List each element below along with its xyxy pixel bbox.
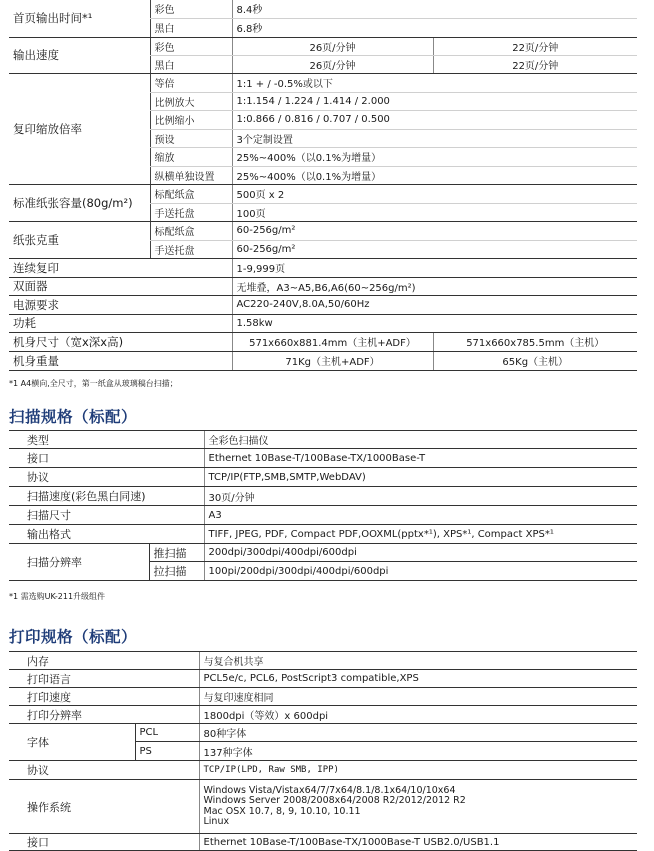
scan-label: 接口 [9, 449, 204, 468]
sub-label: 等倍 [150, 73, 232, 92]
spec-value: 571x660x881.4mm（主机+ADF） [232, 332, 433, 351]
dimensions-row [9, 332, 637, 351]
spec-value: 8.4秒 [232, 0, 637, 18]
consumption-row [9, 314, 637, 332]
machine-weight-row [9, 351, 637, 370]
spec-value: Ethernet 10Base-T/100Base-TX/1000Base-T [204, 449, 637, 468]
spec-value: 无堆叠，A3~A5,B6,A6(60~256g/m²) [232, 277, 637, 295]
sub-label: 手送托盘 [150, 240, 232, 258]
sub-label: 彩色 [150, 0, 232, 18]
scan-label: 输出格式 [9, 525, 204, 544]
protocol-label: 协议 [9, 761, 199, 780]
sub-label: 标配纸盒 [150, 221, 232, 240]
os-row [9, 780, 637, 834]
scan-label: 扫描速度(彩色黑白同速) [9, 487, 204, 506]
spec-value: 571x660x785.5mm（主机） [433, 332, 637, 351]
continuous-label: 连续复印 [9, 258, 232, 277]
sub-label: 比例放大 [150, 92, 232, 110]
sub-label: 推扫描 [149, 544, 204, 562]
zoom-row [9, 73, 637, 92]
spec-value: AC220-240V,8.0A,50/60Hz [232, 295, 637, 314]
sub-label: 黑白 [150, 55, 232, 73]
os-line: Windows Server 2008/2008x64/2008 R2/2012/2012 R2 [203, 795, 466, 806]
scan-label: 协议 [9, 468, 204, 487]
scan-label: 扫描尺寸 [9, 506, 204, 525]
sub-label: 手送托盘 [150, 203, 232, 221]
spec-value: 25%~400%（以0.1%为增量） [232, 147, 637, 166]
font-row [9, 724, 637, 742]
spec-value: 6.8秒 [232, 18, 637, 37]
scan-spec-table [9, 430, 637, 581]
spec-value: TCP/IP(LPD, Raw SMB, IPP) [199, 761, 637, 780]
spec-value: 80种字体 [199, 724, 637, 742]
interface-row [9, 834, 637, 851]
sub-label: PS [135, 742, 199, 761]
sub-label: 标配纸盒 [150, 184, 232, 203]
spec-value: 26页/分钟 [232, 55, 433, 73]
spec-value: PCL5e/c, PCL6, PostScript3 compatible,XPS [199, 670, 637, 688]
spec-value: 500页 x 2 [232, 184, 637, 203]
print-label: 打印语言 [9, 670, 199, 688]
output-speed-label: 输出速度 [9, 37, 150, 73]
spec-value: 22页/分钟 [433, 55, 637, 73]
spec-value: 与复合机共享 [199, 652, 637, 670]
spec-value: 65Kg（主机） [433, 351, 637, 370]
print-row [9, 652, 637, 670]
scan-label: 类型 [9, 431, 204, 449]
print-section-title: 打印规格（标配） [9, 628, 138, 646]
spec-value: 1800dpi（等效）x 600dpi [199, 706, 637, 724]
os-list [199, 780, 637, 834]
spec-value: 与复印速度相同 [199, 688, 637, 706]
print-row [9, 670, 637, 688]
spec-value: TIFF, JPEG, PDF, Compact PDF,OOXML(pptx*¹), XPS*¹, Compact XPS*¹ [204, 525, 637, 544]
scan-resolution-row [9, 544, 637, 562]
spec-value: 3个定制设置 [232, 129, 637, 147]
sub-label: 彩色 [150, 37, 232, 55]
spec-value: 100pi/200dpi/300dpi/400dpi/600dpi [204, 562, 637, 581]
print-label: 内存 [9, 652, 199, 670]
print-spec-table [9, 651, 637, 851]
protocol-row [9, 761, 637, 780]
sub-label: 纵横单独设置 [150, 166, 232, 184]
spec-value: A3 [204, 506, 637, 525]
print-row [9, 688, 637, 706]
print-label: 打印分辨率 [9, 706, 199, 724]
sub-label: PCL [135, 724, 199, 742]
spec-value: 1:1.154 / 1.224 / 1.414 / 2.000 [232, 92, 637, 110]
speed-row-color [9, 37, 637, 55]
scan-row [9, 449, 637, 468]
spec-value: 71Kg（主机+ADF） [232, 351, 433, 370]
os-line: Linux [203, 816, 230, 827]
capacity-row [9, 184, 637, 203]
scan-resolution-label: 扫描分辨率 [9, 544, 149, 581]
power-label: 电源要求 [9, 295, 232, 314]
spec-value: TCP/IP(FTP,SMB,SMTP,WebDAV) [204, 468, 637, 487]
spec-value: 26页/分钟 [232, 37, 433, 55]
sub-label: 拉扫描 [149, 562, 204, 581]
continuous-row [9, 258, 637, 277]
scan-footnote: *1 需选购UK-211升级组件 [9, 592, 106, 601]
spec-value: 22页/分钟 [433, 37, 637, 55]
copy-footnote: *1 A4横向,全尺寸，第一纸盒从玻璃稿台扫描； [9, 379, 178, 388]
spec-value: 200dpi/300dpi/400dpi/600dpi [204, 544, 637, 562]
duplex-label: 双面器 [9, 277, 232, 295]
power-row [9, 295, 637, 314]
scan-row [9, 525, 637, 544]
spec-value: 25%~400%（以0.1%为增量） [232, 166, 637, 184]
spec-value: 60-256g/m² [232, 240, 637, 258]
first-copy-row-color [9, 0, 637, 18]
spec-value: 1:1 + / -0.5%或以下 [232, 73, 637, 92]
copy-spec-table [9, 0, 637, 371]
os-line: Windows Vista/Vistax64/7/7x64/8.1/8.1x64/10/10x64 [203, 784, 456, 796]
sub-label: 缩放 [150, 147, 232, 166]
spec-value: 1-9,999页 [232, 258, 637, 277]
print-label: 打印速度 [9, 688, 199, 706]
machine-weight-label: 机身重量 [9, 351, 232, 370]
spec-value: Ethernet 10Base-T/100Base-TX/1000Base-T USB2.0/USB1.1 [199, 834, 637, 851]
sub-label: 黑白 [150, 18, 232, 37]
paper-weight-label: 纸张克重 [9, 221, 150, 258]
scan-section-title: 扫描规格（标配） [9, 408, 138, 426]
zoom-label: 复印缩放倍率 [9, 73, 150, 184]
spec-value: 137种字体 [199, 742, 637, 761]
os-label: 操作系统 [9, 780, 199, 834]
sub-label: 比例缩小 [150, 110, 232, 129]
spec-value: 1:0.866 / 0.816 / 0.707 / 0.500 [232, 110, 637, 129]
duplex-row [9, 277, 637, 295]
spec-value: 100页 [232, 203, 637, 221]
sub-label: 预设 [150, 129, 232, 147]
capacity-label: 标准纸张容量(80g/m²) [9, 184, 150, 221]
spec-value: 全彩色扫描仪 [204, 431, 637, 449]
spec-value: 30页/分钟 [204, 487, 637, 506]
scan-row [9, 468, 637, 487]
first-copy-label: 首页输出时间*¹ [9, 0, 150, 37]
scan-row [9, 431, 637, 449]
spec-value: 1.58kw [232, 314, 637, 332]
interface-label: 接口 [9, 834, 199, 851]
font-label: 字体 [9, 724, 135, 761]
spec-value: 60-256g/m² [232, 221, 637, 240]
dimensions-label: 机身尺寸（宽x深x高) [9, 332, 232, 351]
scan-row [9, 487, 637, 506]
os-line: Mac OSX 10.7, 8, 9, 10.10, 10.11 [203, 805, 361, 817]
consumption-label: 功耗 [9, 314, 232, 332]
scan-row [9, 506, 637, 525]
print-row [9, 706, 637, 724]
paper-weight-row [9, 221, 637, 240]
